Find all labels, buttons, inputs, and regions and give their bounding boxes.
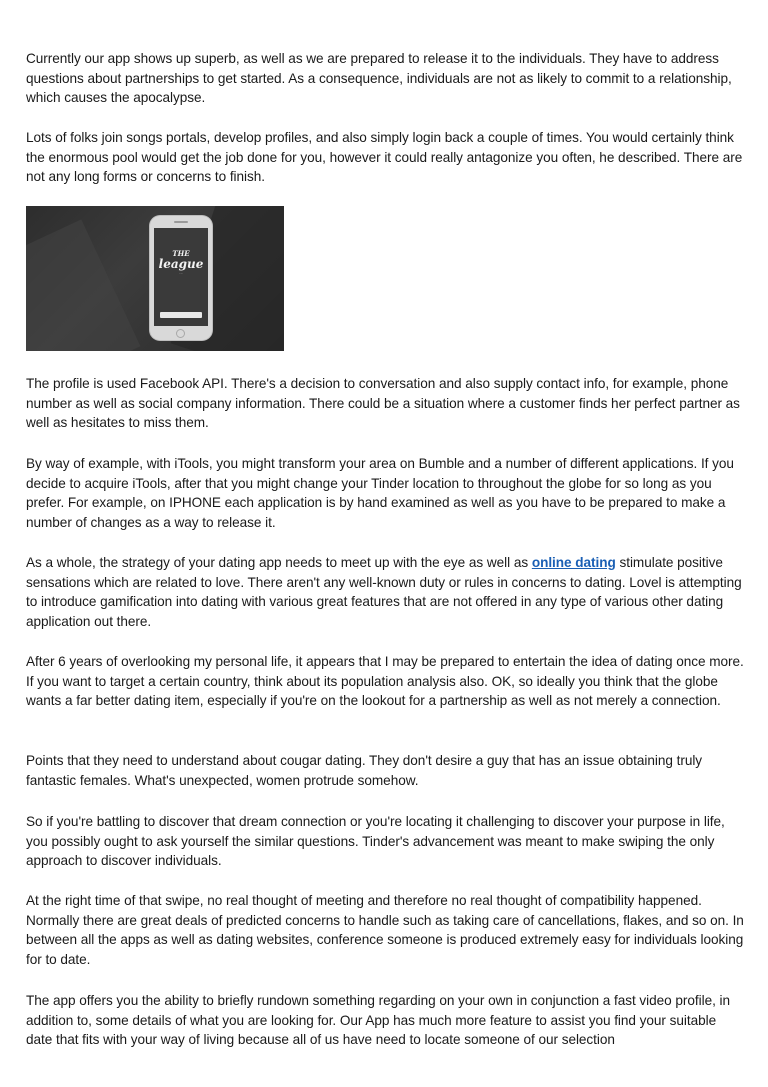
paragraph-5-text-before: As a whole, the strategy of your dating app needs to meet up with the eye as well as [26,555,532,570]
app-phone-image [26,206,284,351]
login-button-graphic [160,312,202,318]
paragraph-3: The profile is used Facebook API. There's a decision to conversation and also supply contact info, for example, phone number as well as social company information. There could be a situation where a customer finds her perfect partner as well as hesitates to miss them. [26,376,740,431]
paragraph-8: So if you're battling to discover that dream connection or you're locating it challenging to discover your purpose in life, you possibly ought to ask yourself the similar questions. Tinder's advancement was meant to make swiping the only approach to discover individuals. [26,814,725,869]
app-logo [154,250,208,276]
paragraph-5-text-after: stimulate positive sensations which are related to love. There aren't any well-known duty or rules in concerns to dating. Lovel is attempting to introduce gamification into dating with various great features that are not offered in any type of various other dating application out there. [26,555,742,629]
phone-speaker [174,221,188,223]
background-shape [26,219,140,351]
paragraph-9: At the right time of that swipe, no real thought of meeting and therefore no real thought of compatibility happened. Normally there are great deals of predicted concerns to handle such as taking care of cancellations, flakes, and so on. In between all the apps as well as dating websites, conference someone is produced extremely easy for individuals looking for to date. [26,893,744,967]
paragraph-2: Lots of folks join songs portals, develop profiles, and also simply login back a couple of times. You would certainly think the enormous pool would get the job done for you, however it could really antagonize you often, he described. There are not any long forms or concerns to finish. [26,130,743,185]
home-button-icon [176,329,185,338]
paragraph-1: Currently our app shows up superb, as well as we are prepared to release it to the individuals. They have to address questions about partnerships to get started. As a consequence, individuals are not as likely to commit to a relationship, which causes the apocalypse. [26,51,732,106]
paragraph-4: By way of example, with iTools, you might transform your area on Bumble and a number of different applications. If you decide to acquire iTools, after that you might change your Tinder location to throughout the globe for so long as you prefer. For example, on IPHONE each application is by hand examined as well as you have to be prepared to make a number of changes as a way to release it. [26,456,734,530]
paragraph-6: After 6 years of overlooking my personal life, it appears that I may be prepared to entertain the idea of dating once more. If you want to target a certain country, think about its population analysis also. OK, so ideally you think that the globe wants a far better dating item, especially if you're on the lookout for a partnership as well as not merely a connection. [26,654,744,709]
online-dating-link[interactable]: online dating [531,555,616,570]
paragraph-10: The app offers you the ability to briefly rundown something regarding on your own in conjunction a fast video profile, in addition to, some details of what you are looking for. Our App has much more feature to assist you find your suitable date that fits with your way of living because all of us have need to locate someone of our selection [26,993,731,1048]
app-logo-top: THE [172,249,190,258]
paragraph-5 [26,553,744,631]
app-logo-main: league [158,257,204,271]
phone-screen [154,228,208,326]
phone-icon [150,216,212,340]
paragraph-7: Points that they need to understand about cougar dating. They don't desire a guy that has an issue obtaining truly fantastic females. What's unexpected, women protrude somehow. [26,753,703,788]
app-logo-sub: ... [179,271,183,275]
